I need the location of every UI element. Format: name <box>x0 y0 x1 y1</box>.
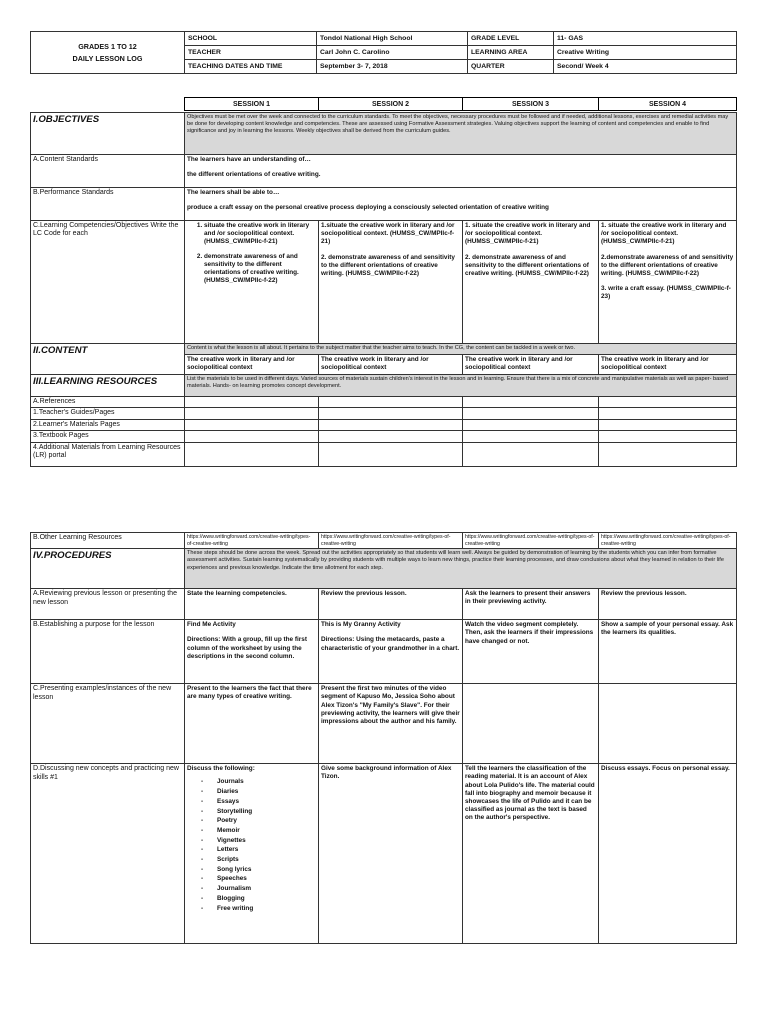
resource-link-session-3[interactable]: https://www.writingforward.com/creative-writing/types-of-creative-writing <box>463 533 599 549</box>
content-standards-value <box>185 155 737 188</box>
procedure-d-session-3: Tell the learners the classification of the reading material. It is an account of Alex about Lola Pulido's life. The material could fall into biography and memoir because it showcases the life of Pulido and it can be classified as journal as the text is based on the author's perspective. <box>463 764 599 944</box>
session-3-header: SESSION 3 <box>463 98 599 111</box>
competency-item: 2. demonstrate awareness of and sensitivity to the different orientations of creative writing. (HUMSS_CW/MPIIc-f-22) <box>204 253 316 286</box>
resource-link-session-2[interactable]: https://www.writingforward.com/creative-writing/types-of-creative-writing <box>319 533 463 549</box>
competency-item: 1. situate the creative work in literary and /or sociopolitical context. (HUMSS_CW/MPIIc-f-21) <box>601 222 727 246</box>
creative-writing-types-list <box>187 777 316 913</box>
list-item: - Storytelling <box>217 807 316 817</box>
list-item: - Free writing <box>217 904 316 914</box>
header-table <box>30 31 737 74</box>
list-item: - Journals <box>217 777 316 787</box>
competencies-session-1 <box>185 221 319 344</box>
competencies-session-3 <box>463 221 599 344</box>
school-value: Tondol National High School <box>317 32 468 46</box>
session-1-header: SESSION 1 <box>185 98 319 111</box>
procedure-b-session-2 <box>319 620 463 684</box>
session-2-header: SESSION 2 <box>319 98 463 111</box>
performance-standards-label: B.Performance Standards <box>31 188 185 221</box>
competency-item: 1. situate the creative work in literary and /or sociopolitical context. (HUMSS_CW/MPIIc-f-21) <box>204 222 316 247</box>
learning-area-label: LEARNING AREA <box>468 46 554 60</box>
procedure-c-session-3 <box>463 684 599 764</box>
lesson-table-page2 <box>30 532 737 944</box>
content-standards-line2: the different orientations of creative writing. <box>187 171 321 179</box>
activity-directions: Directions: Using the metacards, paste a characteristic of your grandmother in a chart. <box>321 636 460 652</box>
content-session-2: The creative work in literary and /or sociopolitical context <box>319 355 463 375</box>
resource-link-session-1[interactable]: https://www.writingforward.com/creative-writing/types-of-creative-writing <box>185 533 319 549</box>
teacher-label: TEACHER <box>185 46 317 60</box>
procedure-b-label: B.Establishing a purpose for the lesson <box>31 620 185 684</box>
discussion-intro: Discuss the following: <box>187 765 255 773</box>
references-label: A.References <box>31 397 185 408</box>
dll-title <box>31 32 185 74</box>
procedure-a-session-1: State the learning competencies. <box>185 589 319 620</box>
list-item: - Blogging <box>217 894 316 904</box>
list-item: - Scripts <box>217 855 316 865</box>
procedures-description: These steps should be done across the week. Spread out the activities appropriately so that students will learn well. Always be guided by demonstration of learning by the students which you can infer from formative assessment activities. Sustain learning systematically by providing students with multiple ways to learn new things, practice their learning processes, and draw conclusions about what they learned in relation to their life experiences and previous knowledge. Indicate the time allotment for each step. <box>185 549 737 589</box>
content-session-4: The creative work in literary and /or sociopolitical context <box>599 355 737 375</box>
competency-item: 1.situate the creative work in literary and /or sociopolitical context. (HUMSS_CW/MPIIc-f-21) <box>321 222 455 246</box>
content-description: Content is what the lesson is all about. It pertains to the subject matter that the teacher aims to teach. In the CG, the content can be tackled in a week or two. <box>185 344 737 355</box>
resource-link-session-4[interactable]: https://www.writingforward.com/creative-writing/types-of-creative-writing <box>599 533 737 549</box>
list-item: - Poetry <box>217 816 316 826</box>
learning-area-value: Creative Writing <box>554 46 737 60</box>
list-item: - Essays <box>217 797 316 807</box>
activity-directions: Directions: With a group, fill up the first column of the worksheet by using the descriptions in the second column. <box>187 636 307 660</box>
list-item: - Speeches <box>217 874 316 884</box>
list-item: - Memoir <box>217 826 316 836</box>
resources-description: List the materials to be used in different days. Varied sources of materials sustain children's interest in the lesson and in learning. Ensure that there is a mix of concrete and manipulative materials as well as paper- based materials. Hands- on learning promotes concept development. <box>185 375 737 397</box>
competency-item: 2.demonstrate awareness of and sensitivity to the different orientations of creative writing. (HUMSS_CW/MPIIc-f-22) <box>601 253 734 278</box>
procedure-b-session-4: Show a sample of your personal essay. Ask the learners its qualities. <box>599 620 737 684</box>
content-session-3: The creative work in literary and /or sociopolitical context <box>463 355 599 375</box>
grade-level-label: GRADE LEVEL <box>468 32 554 46</box>
content-standards-label: A.Content Standards <box>31 155 185 188</box>
content-session-1: The creative work in literary and /or sociopolitical context <box>185 355 319 375</box>
objectives-heading: I.OBJECTIVES <box>31 113 185 155</box>
teacher-value: Carl John C. Carolino <box>317 46 468 60</box>
procedure-a-session-2: Review the previous lesson. <box>319 589 463 620</box>
title-line2: DAILY LESSON LOG <box>72 53 143 63</box>
content-standards-line1: The learners have an understanding of… <box>187 156 311 163</box>
dates-label: TEACHING DATES AND TIME <box>185 60 317 74</box>
list-item: - Diaries <box>217 787 316 797</box>
teachers-guides-label: 1.Teacher's Guides/Pages <box>31 408 185 419</box>
competencies-label: C.Learning Competencies/Objectives Write the LC Code for each <box>31 221 185 344</box>
competency-item: 1. situate the creative work in literary and /or sociopolitical context. (HUMSS_CW/MPIIc-f-21) <box>465 222 591 246</box>
competency-item: 3. write a craft essay. (HUMSS_CW/MPIIc-f-23) <box>601 285 731 301</box>
other-resources-label: B.Other Learning Resources <box>31 533 185 549</box>
procedure-d-session-4: Discuss essays. Focus on personal essay. <box>599 764 737 944</box>
list-item: - Vignettes <box>217 836 316 846</box>
list-item: - Song lyrics <box>217 865 316 875</box>
competencies-session-2 <box>319 221 463 344</box>
performance-standards-value <box>185 188 737 221</box>
procedure-b-session-3: Watch the video segment completely. Then, ask the learners if their impressions have changed or not. <box>463 620 599 684</box>
quarter-label: QUARTER <box>468 60 554 74</box>
grade-level-value: 11- GAS <box>554 32 737 46</box>
resources-heading: III.LEARNING RESOURCES <box>31 375 185 397</box>
competency-item: 2. demonstrate awareness of and sensitivity to the different orientations of creative writing. (HUMSS_CW/MPIIc-f-22) <box>465 253 589 278</box>
lesson-table-page1 <box>30 112 737 467</box>
sessions-header <box>184 97 737 111</box>
learners-materials-label: 2.Learner's Materials Pages <box>31 419 185 430</box>
procedures-heading: IV.PROCEDURES <box>31 549 185 589</box>
list-item: - Journalism <box>217 884 316 894</box>
textbook-pages-label: 3.Textbook Pages <box>31 431 185 442</box>
procedure-c-session-2: Present the first two minutes of the video segment of Kapuso Mo, Jessica Soho about Alex Tizon's "My Family's Slave". For their previewing activity, the learners will give their impressions about the author and his family. <box>319 684 463 764</box>
objectives-description: Objectives must be met over the week and connected to the curriculum standards. To meet the objectives, necessary procedures must be followed and if needed, additional lessons, exercises and remedial activities may be done for developing content knowledge and competencies. These are assessed using Formative Assessment strategies. Valuing objectives support the learning of content and competencies and enable to find significance and joy in learning the lessons. Weekly objectives shall be derived from the curriculum guides. <box>185 113 737 155</box>
activity-title: This is My Granny Activity <box>321 621 401 629</box>
school-label: SCHOOL <box>185 32 317 46</box>
procedure-c-session-4 <box>599 684 737 764</box>
session-4-header: SESSION 4 <box>599 98 737 111</box>
performance-standards-line1: The learners shall be able to… <box>187 189 280 196</box>
procedure-a-session-4: Review the previous lesson. <box>599 589 737 620</box>
dates-value: September 3- 7, 2018 <box>317 60 468 74</box>
procedure-c-label: C.Presenting examples/instances of the new lesson <box>31 684 185 764</box>
additional-materials-label: 4.Additional Materials from Learning Resources (LR) portal <box>31 442 185 466</box>
procedure-a-label: A.Reviewing previous lesson or presenting the new lesson <box>31 589 185 620</box>
activity-title: Find Me Activity <box>187 621 236 629</box>
content-heading: II.CONTENT <box>31 344 185 375</box>
procedure-a-session-3: Ask the learners to present their answers in their previewing activity. <box>463 589 599 620</box>
quarter-value: Second/ Week 4 <box>554 60 737 74</box>
competency-item: 2. demonstrate awareness of and sensitivity to the different orientations of creative writing. (HUMSS_CW/MPIIc-f-22) <box>321 253 455 278</box>
list-item: - Letters <box>217 845 316 855</box>
title-line1: GRADES 1 TO 12 <box>78 41 137 51</box>
competencies-session-4 <box>599 221 737 344</box>
procedure-d-label: D.Discussing new concepts and practicing new skills #1 <box>31 764 185 944</box>
procedure-c-session-1: Present to the learners the fact that there are many types of creative writing. <box>185 684 319 764</box>
procedure-d-session-2: Give some background information of Alex Tizon. <box>319 764 463 944</box>
procedure-b-session-1 <box>185 620 319 684</box>
procedure-d-session-1 <box>185 764 319 944</box>
performance-standards-line2: produce a craft essay on the personal creative process deploying a consciously selected orientation of creative writing <box>187 204 549 212</box>
